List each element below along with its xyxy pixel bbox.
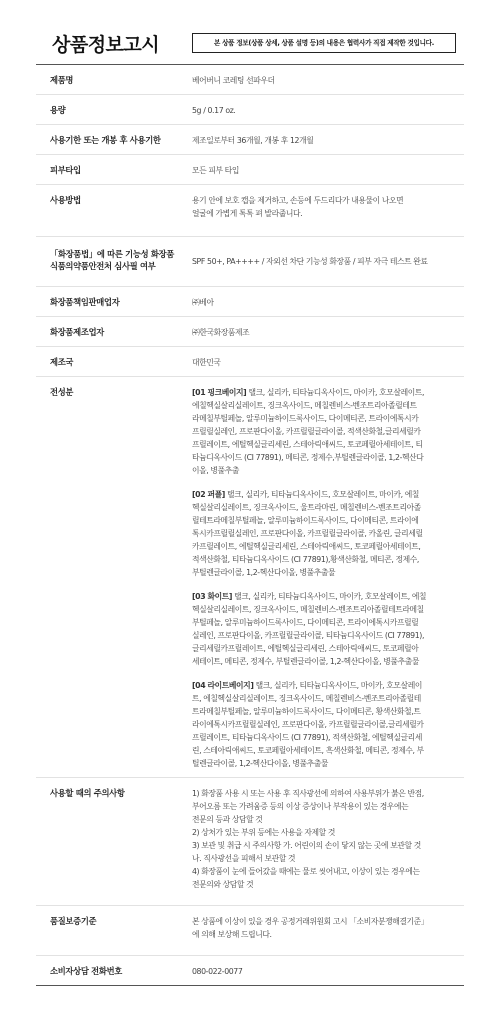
text-line: 부틸렌글라이콜, 1,2-헥산다이올, 병풀추출물 [192, 568, 336, 577]
text-line: 탤크, 실리카, 티타늄디옥사이드, 호모살레이트, 마이카, 에칠 [224, 490, 419, 499]
row-seller [36, 287, 464, 317]
row-label [50, 248, 190, 272]
row-value: 5g / 0.17 oz. [192, 106, 236, 115]
row-label: 화장품책임판매업자 [50, 297, 120, 307]
text-line: 나. 직사광선을 피해서 보관할 것 [192, 854, 296, 863]
text-line: 린, 스테아릭애씨드, 토코페릴아세테이트, 흑색산화철, 메티콘, 정제수, 부 [192, 746, 424, 755]
text-line: 4) 화장품이 눈에 들어갔을 때에는 물로 씻어내고, 이상이 있는 경우에는 [192, 867, 420, 876]
row-label: 전성분 [50, 387, 74, 397]
row-value [192, 194, 460, 220]
row-ingredients [36, 377, 464, 778]
text-line: 프릴릴실레인, 프로판다이올, 카프릴릴글라이콜, 적색산화철,글리세릴카 [192, 427, 421, 436]
row-label: 사용할 때의 주의사항 [50, 788, 125, 798]
text-line: 적색산화철, 티타늄디옥사이드 (CI 77891),황색산화철, 메티콘, 정제수, [192, 555, 419, 564]
row-label: 화장품제조업자 [50, 327, 105, 337]
row-value: ㈜한국화장품제조 [192, 328, 250, 337]
notice-box: 본 상품 정보(상품 상세, 상품 설명 등)의 내용은 협력사가 직접 제작한 것입니다. [192, 33, 456, 53]
ingredient-head: [03 화이트] [192, 592, 233, 601]
row-product-name [36, 65, 464, 95]
ingredient-paragraph [192, 679, 460, 770]
text-line: 에 의해 보상해 드립니다. [192, 930, 272, 939]
text-line: 에칠헥실살리실레이트, 징크옥사이드, 메칠렌비스-벤조트리아졸릴테트 [192, 401, 417, 410]
row-value: SPF 50+, PA++++ / 자외선 차단 기능성 화장품 / 피부 자극 테스트 완료 [192, 257, 428, 266]
text-line: 톡시카프릴릴실레인, 프로판다이올, 카프릴릴글라이콜, 카올린, 글리세릴 [192, 529, 423, 538]
text-line: 1) 화장품 사용 시 또는 사용 후 직사광선에 의하여 사용부위가 붉은 반점, [192, 789, 424, 798]
ingredient-paragraph [192, 590, 460, 668]
text-line: 식품의약품안전처 심사필 여부 [50, 261, 156, 271]
row-phone [36, 956, 464, 986]
text-line: 세테이트, 메티콘, 정제수, 부틸렌글라이콜, 1,2-헥산다이올, 병풀추출물 [192, 657, 419, 666]
text-line: 라이에톡시카프릴릴실레인, 프로판다이올, 카프릴릴글라이콜,글리세릴카 [192, 720, 424, 729]
text-line: 탤크, 실리카, 티타늄디옥사이드, 마이카, 호모살레이 [253, 681, 422, 690]
text-line: 실레인, 프로판다이올, 카프릴릴글라이콜, 티타늄디옥사이드 (CI 77891), [192, 631, 425, 640]
row-label: 제조국 [50, 357, 74, 367]
text-line: 탤크, 실리카, 티타늄디옥사이드, 마이카, 호모살레이트, [246, 388, 425, 397]
text-line: 헥실살리실레이트, 징크옥사이드, 울트라마린, 메칠렌비스-벤조트리아졸 [192, 503, 421, 512]
row-country [36, 347, 464, 377]
header [0, 0, 500, 64]
text-line: 2) 상처가 있는 부위 등에는 사용을 자제할 것 [192, 828, 335, 837]
row-usage [36, 185, 464, 237]
text-line: 얼굴에 가볍게 톡톡 펴 발라줍니다. [192, 209, 303, 218]
row-caution [36, 778, 464, 906]
row-value [192, 915, 460, 941]
text-line: 틸렌글라이콜, 1,2-헥산다이올, 병풀추출물 [192, 759, 329, 768]
row-label: 피부타입 [50, 165, 81, 175]
row-expiry [36, 125, 464, 155]
row-skin-type [36, 155, 464, 185]
text-line: 릴테트라메칠부틸페놀, 알루미늄하이드록사이드, 다이메티콘, 트라이에 [192, 516, 419, 525]
text-line: 부어오름 또는 가려움증 등의 이상 증상이나 부작용이 있는 경우에는 [192, 802, 409, 811]
text-line: 전문의 등과 상담할 것 [192, 815, 263, 824]
ingredient-head: [01 핑크베이지] [192, 388, 247, 397]
row-label: 사용방법 [50, 195, 81, 205]
row-functional [36, 237, 464, 287]
row-label: 품질보증기준 [50, 916, 97, 926]
row-quality [36, 906, 464, 956]
row-label: 사용기한 또는 개봉 후 사용기한 [50, 135, 161, 145]
text-line: 프릴레이트, 티타늄디옥사이드 (CI 77891), 적색산화철, 에틸헥실글리세 [192, 733, 422, 742]
text-line: 글리세릴카프릴레이트, 에틸헥실글리세린, 스테아릭애씨드, 토코페릴아 [192, 644, 419, 653]
text-line: 라메칠부틸페놀, 알루미늄하이드록사이드, 다이메티콘, 트라이에톡시카 [192, 414, 419, 423]
text-line: 부틸페놀, 알루미늄하이드록사이드, 다이메티콘, 트라이에톡시카프릴릴 [192, 618, 419, 627]
page-title: 상품정보고시 [52, 34, 160, 56]
phone-number: 080-022-0077 [192, 967, 243, 976]
row-value [192, 787, 460, 891]
text-line: 「화장품법」에 따른 기능성 화장품 [50, 249, 175, 259]
row-value: 모든 피부 타입 [192, 166, 239, 175]
row-value: 제조일로부터 36개월, 개봉 후 12개월 [192, 136, 314, 145]
row-label: 소비자상담 전화번호 [50, 966, 123, 976]
row-capacity [36, 95, 464, 125]
info-table [36, 64, 464, 986]
ingredient-head: [02 퍼플] [192, 490, 225, 499]
row-manufacturer [36, 317, 464, 347]
ingredient-paragraph [192, 488, 460, 579]
row-value [192, 386, 460, 781]
text-line: 본 상품에 이상이 있을 경우 공정거래위원회 고시 「소비자분쟁해결기준」 [192, 917, 429, 926]
text-line: 타늄디옥사이드 (CI 77891), 메티콘, 정제수,부틸렌글라이콜, 1,2-헥산다 [192, 453, 424, 462]
ingredient-head: [04 라이트베이지] [192, 681, 254, 690]
text-line: 프릴레이트, 에틸헥실글리세린, 스테아릭애씨드, 토코페릴아세테이트, 티 [192, 440, 423, 449]
row-value: ㈜베아 [192, 298, 214, 307]
text-line: 이올, 병풀추출 [192, 466, 239, 475]
text-line: 헥실살리실레이트, 징크옥사이드, 메칠렌비스-벤조트리아졸릴테트라메칠 [192, 605, 424, 614]
row-label: 제품명 [50, 75, 74, 85]
text-line: 카프릴레이트, 에틸헥실글리세린, 스테아릭애씨드, 토코페릴아세테이트, [192, 542, 421, 551]
row-value: 대한민국 [192, 358, 221, 367]
text-line: 용기 안에 보호 캡을 제거하고, 손등에 두드리다가 내용물이 나오면 [192, 196, 404, 205]
row-label: 용량 [50, 105, 66, 115]
text-line: 탤크, 실리카, 티타늄디옥사이드, 마이카, 호모살레이트, 에칠 [232, 592, 427, 601]
text-line: 3) 보관 및 취급 시 주의사항 가. 어린이의 손이 닿지 않는 곳에 보관할 것 [192, 841, 421, 850]
text-line: 전문의와 상담할 것 [192, 880, 254, 889]
ingredient-paragraph [192, 386, 460, 477]
text-line: 트, 에칠헥실살리실레이트, 징크옥사이드, 메칠렌비스-벤조트리아졸릴테 [192, 694, 421, 703]
row-value: 베어버니 코레팅 선파우더 [192, 76, 275, 85]
text-line: 트라메칠부틸페놀, 알루미늄하이드록사이드, 다이메티콘, 황색산화철,트 [192, 707, 421, 716]
